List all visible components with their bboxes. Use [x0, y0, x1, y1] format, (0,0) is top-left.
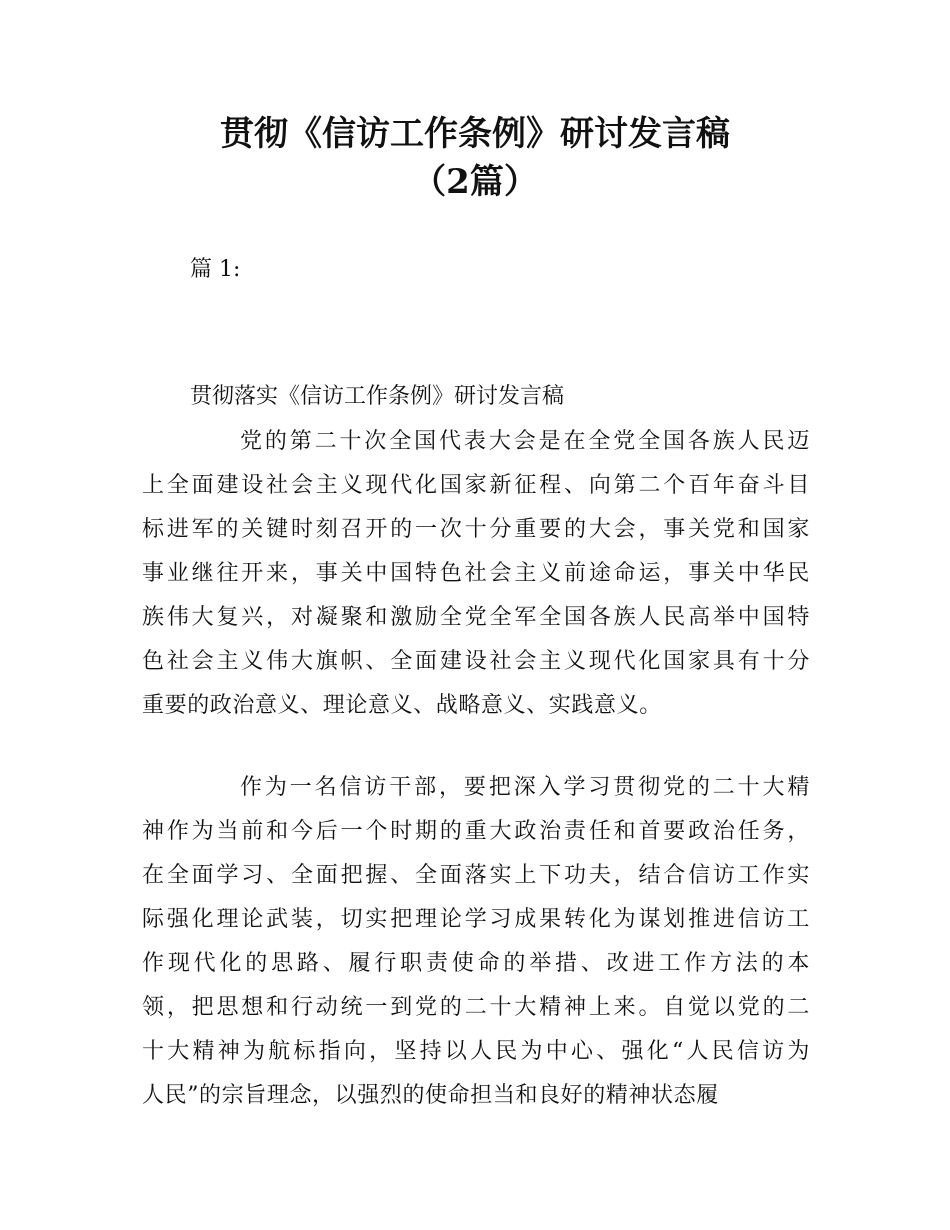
- paragraph-line: 作为一名信访干部，要把深入学习贯彻党的二十大精: [240, 775, 810, 800]
- document-title: 贯彻《信访工作条例》研讨发言稿: [220, 114, 730, 154]
- paragraph-line: 在全面学习、全面把握、全面落实上下功夫，结合信访工作实: [142, 863, 810, 888]
- paragraph-1: [142, 420, 810, 728]
- paragraph-line: 作现代化的思路、履行职责使命的举措、改进工作方法的本: [142, 951, 810, 976]
- paragraph-line: 领，把思想和行动统一到党的二十大精神上来。自觉以党的二: [142, 995, 810, 1020]
- document-subtitle-count: （2篇）: [412, 162, 538, 202]
- paragraph-line: 十大精神为航标指向，坚持以人民为中心、强化“人民信访为: [142, 1039, 810, 1064]
- paragraph-line: 神作为当前和今后一个时期的重大政治责任和首要政治任务，: [142, 819, 810, 844]
- paragraph-line: 人民”的宗旨理念，以强烈的使命担当和良好的精神状态履: [142, 1083, 719, 1108]
- paragraph-line: 族伟大复兴，对凝聚和激励全党全军全国各族人民高举中国特: [142, 605, 810, 630]
- paragraph-2: [142, 766, 810, 1118]
- paragraph-line: 际强化理论武装，切实把理论学习成果转化为谋划推进信访工: [142, 907, 810, 932]
- paragraph-line: 重要的政治意义、理论意义、战略意义、实践意义。: [142, 693, 662, 718]
- article-title: 贯彻落实《信访工作条例》研讨发言稿: [190, 384, 565, 409]
- paragraph-line: 事业继往开来，事关中国特色社会主义前途命运，事关中华民: [142, 561, 810, 586]
- paragraph-line: 上全面建设社会主义现代化国家新征程、向第二个百年奋斗目: [142, 473, 810, 498]
- paragraph-line: 标进军的关键时刻召开的一次十分重要的大会，事关党和国家: [142, 517, 810, 542]
- section-label: 篇 1:: [190, 257, 241, 282]
- paragraph-line: 色社会主义伟大旗帜、全面建设社会主义现代化国家具有十分: [142, 649, 810, 674]
- paragraph-line: 党的第二十次全国代表大会是在全党全国各族人民迈: [240, 429, 810, 454]
